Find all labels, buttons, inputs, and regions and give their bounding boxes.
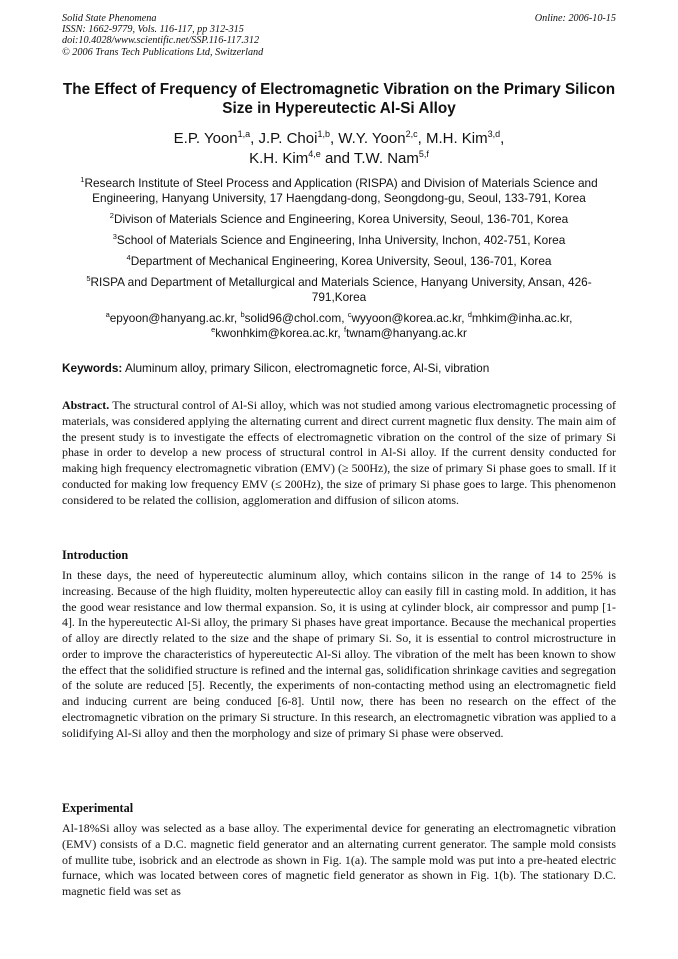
author-name: T.W. Nam: [353, 150, 419, 167]
affiliation: [62, 233, 616, 248]
author-name: E.P. Yoon: [173, 130, 238, 147]
email-sup: f: [343, 325, 347, 334]
email-address[interactable]: kwonhkim@korea.ac.kr: [215, 326, 338, 340]
affiliation: [62, 212, 616, 227]
keywords-label: Keywords:: [62, 361, 123, 375]
affiliation-number: 1: [80, 175, 85, 184]
author-name: W.Y. Yoon: [338, 130, 406, 147]
author-list: [62, 129, 616, 169]
author-separator: and: [324, 150, 350, 167]
abstract-text: The structural control of Al-Si alloy, which was not studied among various electromagnetic processing of materials, was considered applying the alternating current and direct current magnetic flux density. The main aim of the present study is to investigate the effects of electromagnetic vibration on the control of the size of primary Si phase in order to develop a new process of structural control in Al-Si alloy. If the current density conducted for making high frequency electromagnetic vibration (EMV) (≥ 500Hz), the size of primary Si phase goes to small. If it conducted for making low frequency EMV (≤ 200Hz), the size of primary Si phase goes to large. This phenomenon considered to be related the collision, agglomeration and diffusion of silicon atoms.: [62, 398, 617, 507]
email-sup: c: [347, 310, 352, 319]
affiliation-list: [62, 176, 616, 347]
copyright-line: © 2006 Trans Tech Publications Ltd, Switzerland: [62, 46, 264, 58]
affiliation: [62, 275, 616, 305]
email-sup: d: [467, 310, 472, 319]
experimental-heading: Experimental: [62, 801, 134, 815]
introduction-text: In these days, the need of hypereutectic aluminum alloy, which contains silicon in the range of 14 to 25% is increasing. Because of the high fluidity, molten hypereutectic alloy can easily fill in casting mold. In addition, it has the good wear resistance and low thermal expansion. So, it is using at cylinder block, air compressor and pump [1-4]. In the hypereutectic Al-Si alloy, the primary Si phases have great importance. Because the mechanical properties of alloy are directly related to the size and the shape of primary Si. So, it is essential to control microstructure in order to improve the characteristics of hypereutectic Al-Si alloy. The vibration of the melt has been known to show the effect that the solidified structure is refined and the internal gas, solidification shrinkage cavities and segregation of the solute are reduced [5]. Recently, the experiments of non-contacting method using an electromagnetic field and inducing current are being conduced [6-8]. Until now, there has been no research on the effect of the electromagnetic vibration on the primary Si structure. In this research, an electromagnetic vibration was applied to a solidifying Al-Si alloy and then the morphology and size of primary Si phase were observed.: [62, 568, 616, 740]
email-address[interactable]: twnam@hanyang.ac.kr: [346, 326, 467, 340]
email-address[interactable]: wyyoon@korea.ac.kr: [351, 311, 462, 325]
affiliation-text: Department of Mechanical Engineering, Korea University, Seoul, 136-701, Korea: [130, 254, 552, 268]
experimental-text: Al-18%Si alloy was selected as a base alloy. The experimental device for generating an electromagnetic vibration (EMV) consists of a D.C. magnetic field generator and an alternating current generator. The sample mold consists of mullite tube, isobrick and an electrode as shown in Fig. 1(a). The sample mold was put into a pre-heated electric furnace, which was located between cores of magnetic field generator as shown in Fig. 1(b). The stationary D.C. magnetic field was set as: [62, 821, 616, 898]
affiliation-number: 2: [109, 211, 114, 220]
introduction-heading: Introduction: [62, 548, 129, 562]
author-separator: ,: [329, 130, 335, 147]
affiliation-text: RISPA and Department of Metallurgical and Materials Science, Hanyang University, Ansan, 426-791,Korea: [90, 275, 592, 304]
author-affil-sup: 2,c: [405, 129, 418, 139]
author-name: K.H. Kim: [249, 150, 309, 167]
author-separator: ,: [250, 130, 255, 147]
email-address[interactable]: epyoon@hanyang.ac.kr: [109, 311, 234, 325]
author-separator: ,: [500, 130, 505, 147]
author-separator: ,: [417, 130, 422, 147]
author-name: J.P. Choi: [258, 130, 318, 147]
email-address[interactable]: solid96@chol.com: [244, 311, 342, 325]
doi-line: doi:10.4028/www.scientific.net/SSP.116-117.312: [62, 35, 260, 47]
author-affil-sup: 4,e: [308, 149, 321, 159]
email-sup: e: [211, 325, 216, 334]
paper-title: The Effect of Frequency of Electromagnetic Vibration on the Primary Silicon Size in Hypereutectic Al-Si Alloy: [62, 81, 616, 117]
keywords: [62, 361, 616, 376]
affiliation-number: 5: [86, 274, 91, 283]
keywords-text: Aluminum alloy, primary Silicon, electromagnetic force, Al-Si, vibration: [124, 361, 490, 375]
email-list: $^a$epyoon@hanyang.ac.kr, $^b$solid96@chol.com, $^c$wyyoon@korea.ac.kr, $^d$mhkim@inha.ac.kr, $^e$kwonhkim@korea.ac.kr, $^f$twnam@hanyang.ac.kr: [105, 310, 573, 340]
affiliation: [62, 176, 616, 206]
abstract-label: Abstract.: [62, 398, 110, 412]
affiliation-number: 4: [126, 253, 131, 262]
email-sup: b: [240, 310, 245, 319]
affiliation-text: School of Materials Science and Engineering, Inha University, Inchon, 402-751, Korea: [116, 233, 566, 247]
abstract: [62, 398, 616, 508]
author-affil-sup: 1,a: [237, 129, 251, 139]
affiliation-text: Divison of Materials Science and Engineering, Korea University, Seoul, 136-701, Korea: [113, 212, 569, 226]
author-affil-sup: 5,f: [418, 149, 429, 159]
author-affil-sup: 1,b: [317, 129, 330, 139]
author-name: M.H. Kim: [425, 130, 488, 147]
affiliation-text: Research Institute of Steel Process and Application (RISPA) and Division of Materials Science and Engineering, Hanyang University, 17 Haengdang-dong, Seongdong-gu, Seoul, 133-791, Korea: [84, 176, 598, 205]
email-address[interactable]: mhkim@inha.ac.kr: [471, 311, 570, 325]
affiliation-number: 3: [112, 232, 117, 241]
email-sup: a: [105, 310, 110, 319]
journal-name: Solid State Phenomena: [62, 13, 157, 24]
issn-line: ISSN: 1662-9779, Vols. 116-117, pp 312-315: [62, 24, 244, 36]
affiliation: [62, 254, 616, 269]
journal-header: [62, 13, 263, 58]
online-date: Online: 2006-10-15: [534, 13, 616, 24]
author-affil-sup: 3,d: [487, 129, 501, 139]
